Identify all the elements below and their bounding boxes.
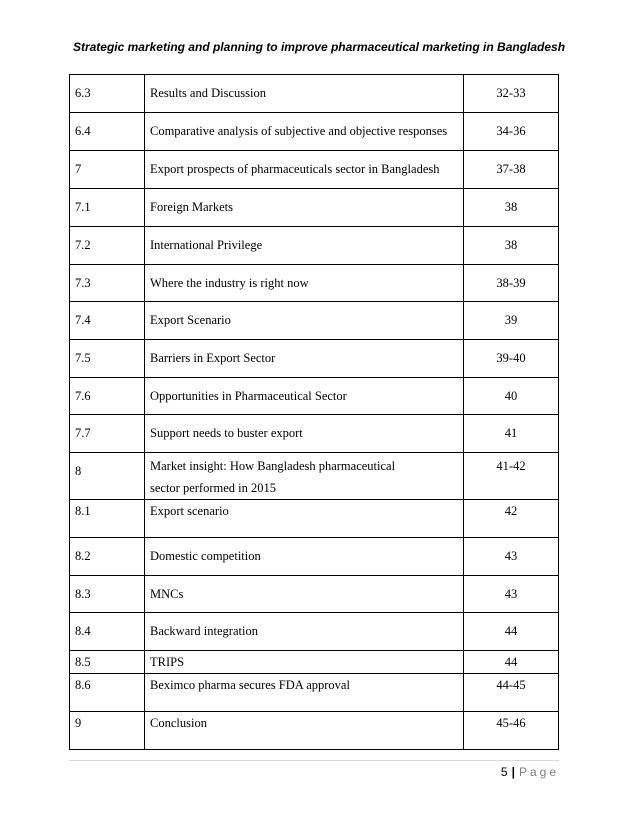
table-row: [70, 500, 559, 538]
page-range: 38: [464, 189, 559, 227]
section-number: 7.1: [70, 189, 145, 227]
section-title: Comparative analysis of subjective and objective responses: [145, 113, 464, 151]
section-number: 8.3: [70, 576, 145, 613]
section-title: Market insight: How Bangladesh pharmaceutical sector performed in 2015: [145, 453, 464, 500]
page-range: 44: [464, 651, 559, 674]
section-number: 8.2: [70, 538, 145, 576]
section-title: Opportunities in Pharmaceutical Sector: [145, 378, 464, 415]
page-range: 41: [464, 415, 559, 453]
section-title: TRIPS: [145, 651, 464, 674]
table-row: [70, 265, 559, 302]
table-row: [70, 415, 559, 453]
table-row: [70, 151, 559, 189]
footer-divider: [69, 760, 559, 761]
table-row: [70, 302, 559, 340]
page-range: 39-40: [464, 340, 559, 378]
table-row: [70, 576, 559, 613]
section-number: 7.5: [70, 340, 145, 378]
section-number: 8.1: [70, 500, 145, 538]
page-range: 41-42: [464, 453, 559, 500]
section-title: Beximco pharma secures FDA approval: [145, 674, 464, 712]
section-number: 6.3: [70, 75, 145, 113]
page-range: 43: [464, 576, 559, 613]
section-title: Export Scenario: [145, 302, 464, 340]
footer-separator: |: [511, 765, 515, 779]
section-title: Export scenario: [145, 500, 464, 538]
section-title: Where the industry is right now: [145, 265, 464, 302]
page-range: 37-38: [464, 151, 559, 189]
table-row: [70, 613, 559, 651]
running-header: Strategic marketing and planning to improve pharmaceutical marketing in Bangladesh: [72, 40, 566, 54]
section-number: 7.6: [70, 378, 145, 415]
section-number: 8.5: [70, 651, 145, 674]
page-range: 44: [464, 613, 559, 651]
page-range: 34-36: [464, 113, 559, 151]
table-row: [70, 340, 559, 378]
section-number: 9: [70, 712, 145, 750]
section-title: Domestic competition: [145, 538, 464, 576]
section-title: Conclusion: [145, 712, 464, 750]
section-number: 7: [70, 151, 145, 189]
section-number: 7.4: [70, 302, 145, 340]
page-range: 40: [464, 378, 559, 415]
table-row: [70, 712, 559, 750]
section-number: 7.3: [70, 265, 145, 302]
section-number: 6.4: [70, 113, 145, 151]
table-row: [70, 227, 559, 265]
page-range: 44-45: [464, 674, 559, 712]
table-row: [70, 189, 559, 227]
section-title: MNCs: [145, 576, 464, 613]
section-number: 8.6: [70, 674, 145, 712]
table-of-contents: [69, 74, 559, 750]
table-row: [70, 75, 559, 113]
page-range: 38-39: [464, 265, 559, 302]
section-title: Foreign Markets: [145, 189, 464, 227]
section-number: 8.4: [70, 613, 145, 651]
table-row: [70, 453, 559, 500]
section-number: 7.2: [70, 227, 145, 265]
section-title: Backward integration: [145, 613, 464, 651]
page-footer: [501, 765, 559, 779]
section-title: International Privilege: [145, 227, 464, 265]
table-row: [70, 674, 559, 712]
table-row: [70, 538, 559, 576]
table-row: [70, 113, 559, 151]
page-range: 38: [464, 227, 559, 265]
page-range: 42: [464, 500, 559, 538]
page-range: 43: [464, 538, 559, 576]
section-title: Export prospects of pharmaceuticals sector in Bangladesh: [145, 151, 464, 189]
section-title: Barriers in Export Sector: [145, 340, 464, 378]
section-number: 7.7: [70, 415, 145, 453]
section-title: Results and Discussion: [145, 75, 464, 113]
page-range: 32-33: [464, 75, 559, 113]
page-number: 5: [500, 765, 508, 779]
page-range: 45-46: [464, 712, 559, 750]
page-label: Page: [518, 765, 559, 779]
section-number: 8: [70, 453, 145, 500]
table-row: [70, 651, 559, 674]
table-row: [70, 378, 559, 415]
page-range: 39: [464, 302, 559, 340]
section-title: Support needs to buster export: [145, 415, 464, 453]
